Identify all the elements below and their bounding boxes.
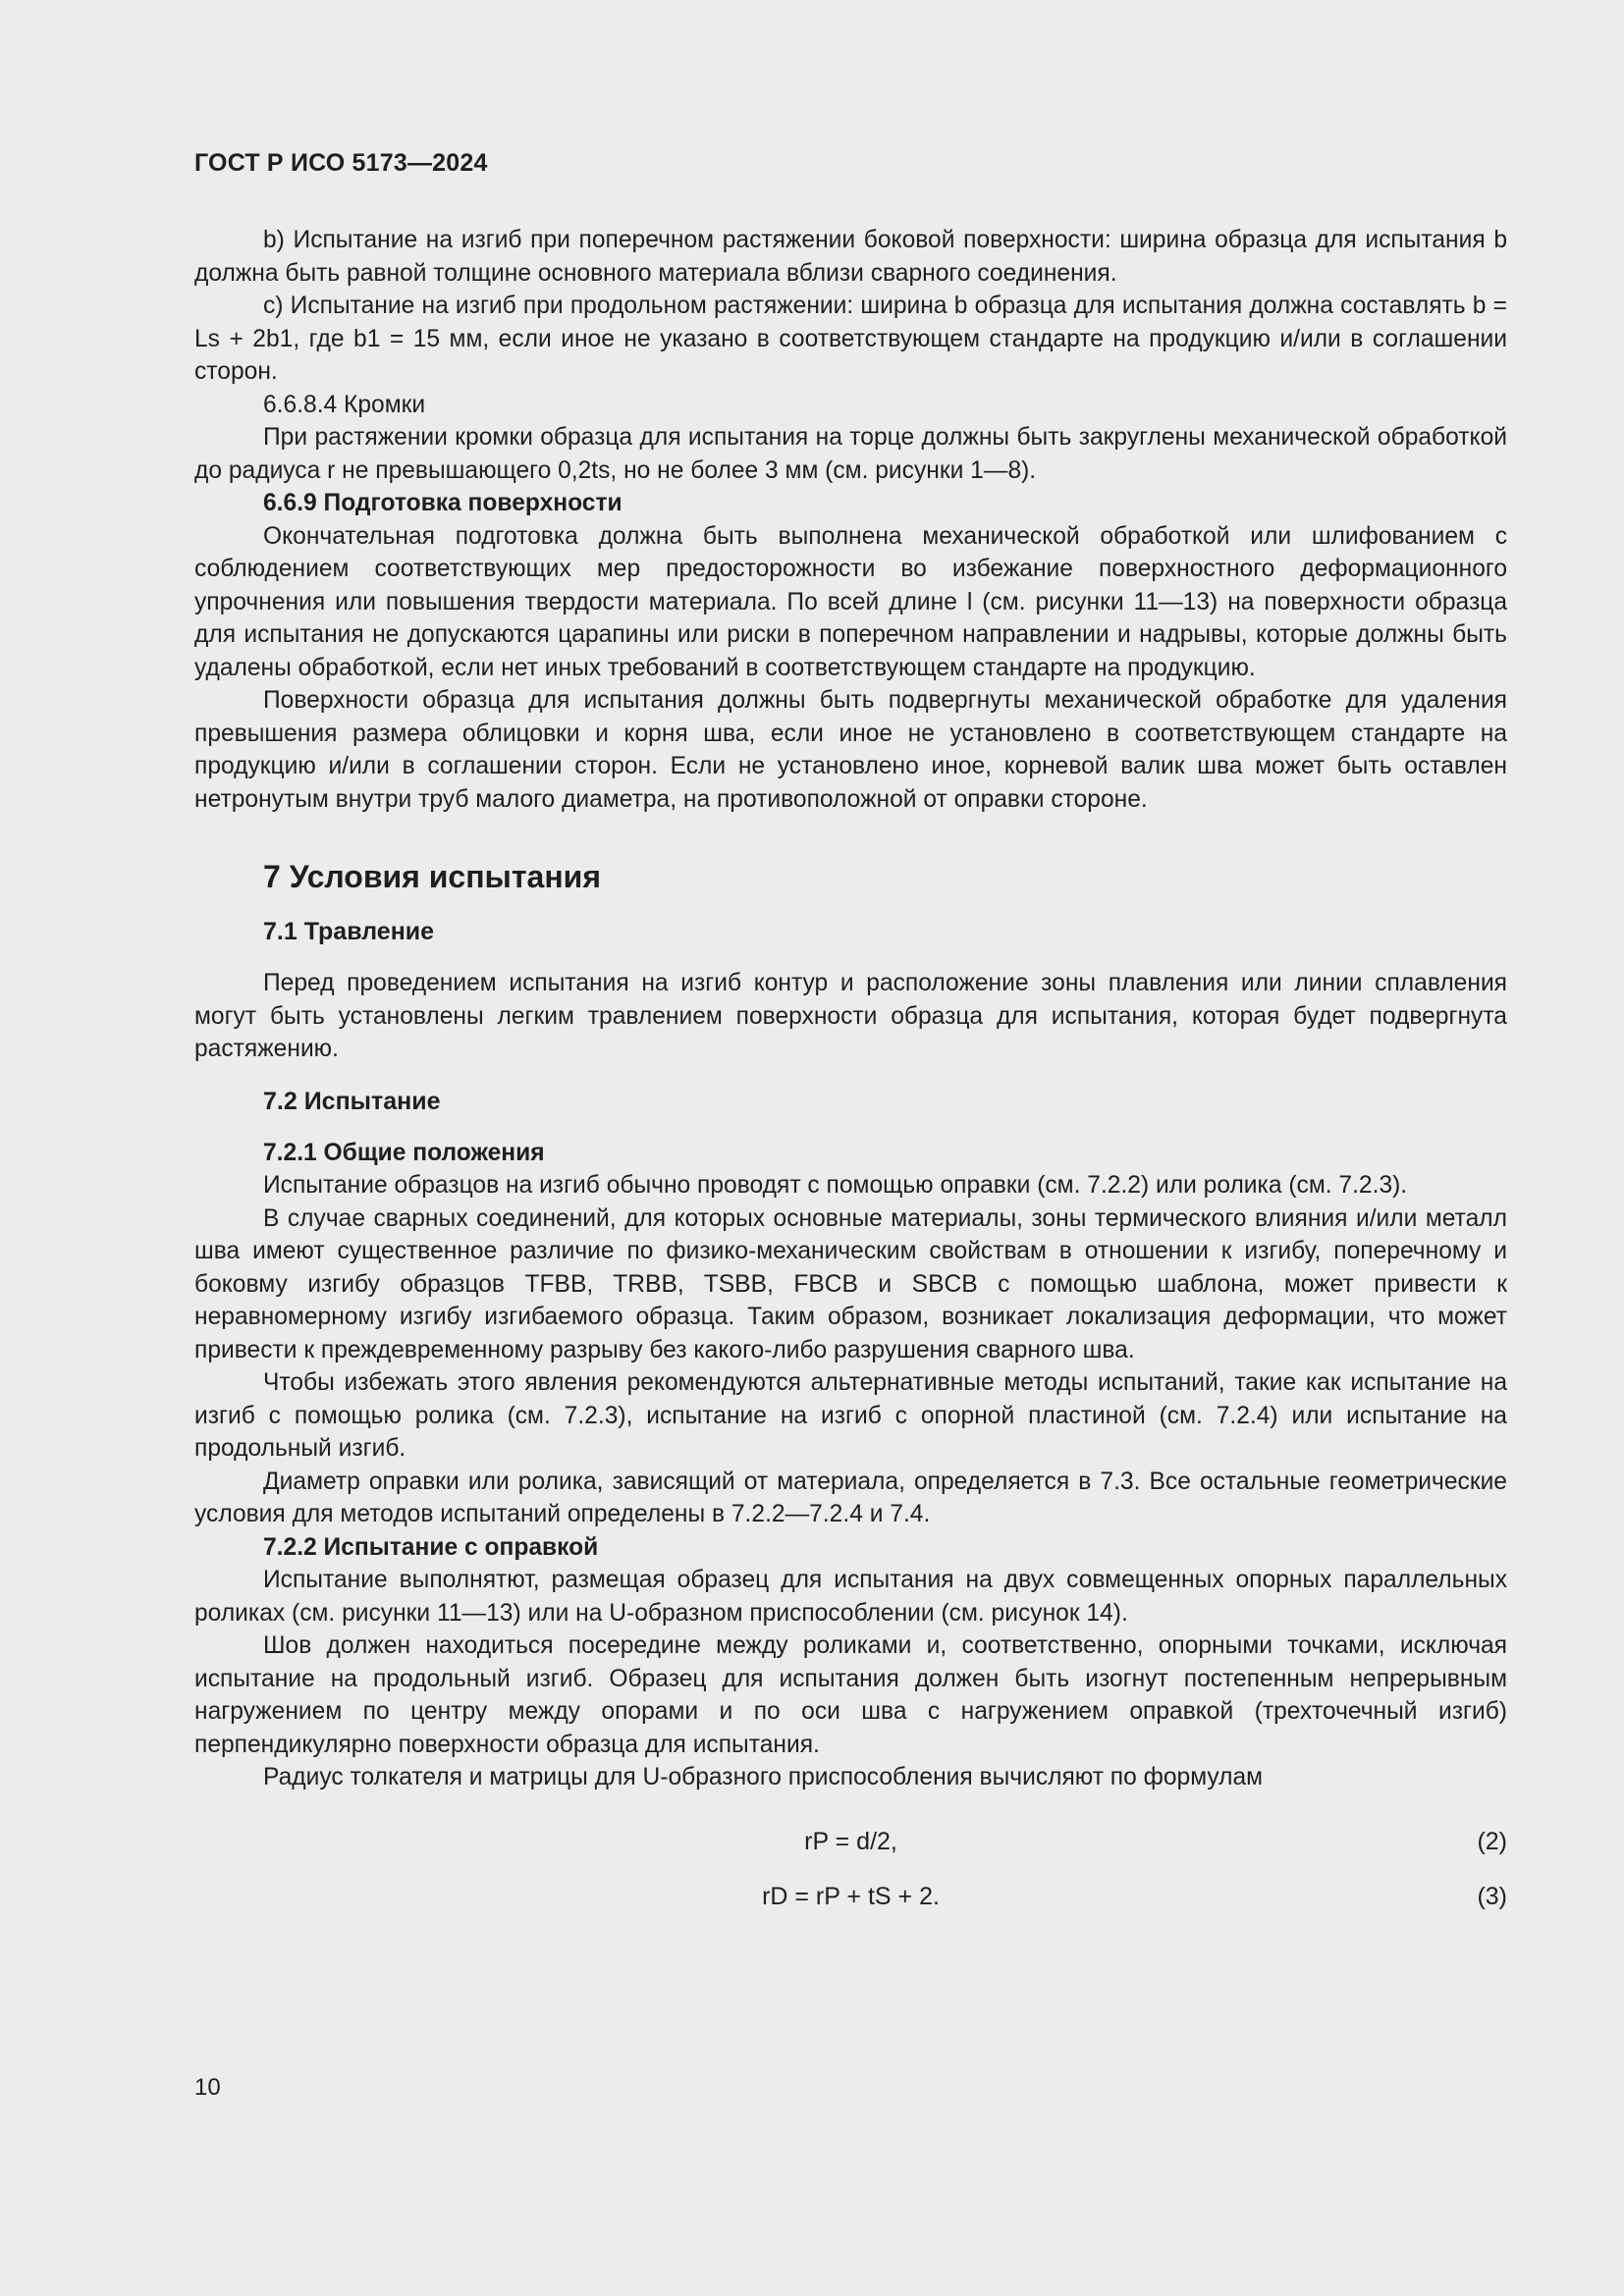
paragraph-mandrel-3: Радиус толкателя и матрицы для U-образного приспособления вычисляют по формулам xyxy=(263,1764,1264,1790)
formula-3 xyxy=(194,1869,1507,1924)
section-7-title: 7 Условия испытания xyxy=(263,859,601,894)
formula-2-number: (2) xyxy=(1477,1827,1507,1855)
heading-6-6-9: 6.6.9 Подготовка поверхности xyxy=(263,490,623,516)
page-content xyxy=(194,224,1507,1924)
paragraph-surface-preparation: Окончательная подготовка должна быть выполнена механической обработкой или шлифованием с соблюдением соответствующих мер предосторожности во избежание поверхностного деформационного упрочнения или повышения твердости материала. По всей длине l (см. рисунки 11—13) на поверхности образца для испытания не допускаются царапины или риски в поперечном направлении и надрывы, которые должны быть удалены обработкой, если нет иных требований в соответствующем стандарте на продукцию. xyxy=(194,522,1507,681)
heading-6-6-8-4: 6.6.8.4 Кромки xyxy=(263,391,426,418)
page-header: ГОСТ Р ИСО 5173—2024 xyxy=(194,149,488,177)
heading-7-2: 7.2 Испытание xyxy=(263,1087,441,1115)
heading-7-1: 7.1 Травление xyxy=(263,918,435,945)
formula-2-expression: rP = d/2, xyxy=(804,1827,897,1855)
paragraph-general-3: Чтобы избежать этого явления рекомендуются альтернативные методы испытаний, такие как испытание на изгиб с помощью ролика (см. 7.2.3), испытание на изгиб с опорной пластиной (см. 7.2.4) или испытание на продольный изгиб. xyxy=(194,1369,1507,1462)
paragraph-b-side-bend: b) Испытание на изгиб при поперечном растяжении боковой поверхности: ширина образца для испытания b должна быть равной толщине основного материала вблизи сварного соединения. xyxy=(194,227,1507,287)
formula-2 xyxy=(194,1814,1507,1869)
paragraph-etching: Перед проведением испытания на изгиб контур и расположение зоны плавления или линии сплавления могут быть установлены легким травлением поверхности образца для испытания, которая будет подвергнута растяжению. xyxy=(194,970,1507,1062)
paragraph-general-2: В случае сварных соединений, для которых основные материалы, зоны термического влияния и/или металл шва имеют существенное различие по физико-механическим свойствам в отношении к изгибу, поперечному и боковму изгибу образцов TFBB, TRBB, TSBB, FBCB и SBCB с помощью шаблона, может привести к неравномерному изгибу изгибаемого образца. Таким образом, возникает локализация деформации, что может привести к преждевременному разрыву без какого-либо разрушения сварного шва. xyxy=(194,1204,1507,1363)
heading-7-2-2: 7.2.2 Испытание с оправкой xyxy=(263,1533,599,1561)
formula-3-expression: rD = rP + tS + 2. xyxy=(762,1882,940,1910)
paragraph-surface-machining: Поверхности образца для испытания должны быть подвергнуты механической обработке для удаления превышения размера облицовки и корня шва, если иное не установлено в соответствующем стандарте на продукцию и/или в соглашении сторон. Если не установлено иное, корневой валик шва может быть оставлен нетронутым внутри труб малого диаметра, на противоположной от оправки стороне. xyxy=(194,687,1507,813)
heading-7-2-1: 7.2.1 Общие положения xyxy=(263,1139,545,1166)
paragraph-general-4: Диаметр оправки или ролика, зависящий от материала, определяется в 7.3. Все остальные геометрические условия для методов испытаний определены в 7.2.2—7.2.4 и 7.4. xyxy=(194,1468,1507,1527)
page-number: 10 xyxy=(194,2074,221,2101)
paragraph-mandrel-2: Шов должен находиться посередине между роликами и, соответственно, опорными точками, исключая испытание на продольный изгиб. Образец для испытания должен быть изогнут постепенным непрерывным нагружением по центру между опорами и по оси шва с нагружением оправкой (трехточечный изгиб) перпендикулярно поверхности образца для испытания. xyxy=(194,1632,1507,1758)
formula-3-number: (3) xyxy=(1477,1882,1507,1910)
paragraph-c-longitudinal-bend: с) Испытание на изгиб при продольном растяжении: ширина b образца для испытания должна составлять b = Ls + 2b1, где b1 = 15 мм, если иное не указано в соответствующем стандарте на продукцию и/или в соглашении сторон. xyxy=(194,293,1507,385)
paragraph-general-1: Испытание образцов на изгиб обычно проводят с помощью оправки (см. 7.2.2) или ролика (см. 7.2.3). xyxy=(263,1172,1408,1199)
paragraph-mandrel-1: Испытание выполнятют, размещая образец для испытания на двух совмещенных опорных параллельных роликах (см. рисунки 11—13) или на U-образном приспособлении (см. рисунок 14). xyxy=(194,1567,1507,1627)
paragraph-edges: При растяжении кромки образца для испытания на торце должны быть закруглены механической обработкой до радиуса r не превышающего 0,2ts, но не более 3 мм (см. рисунки 1—8). xyxy=(194,424,1507,484)
